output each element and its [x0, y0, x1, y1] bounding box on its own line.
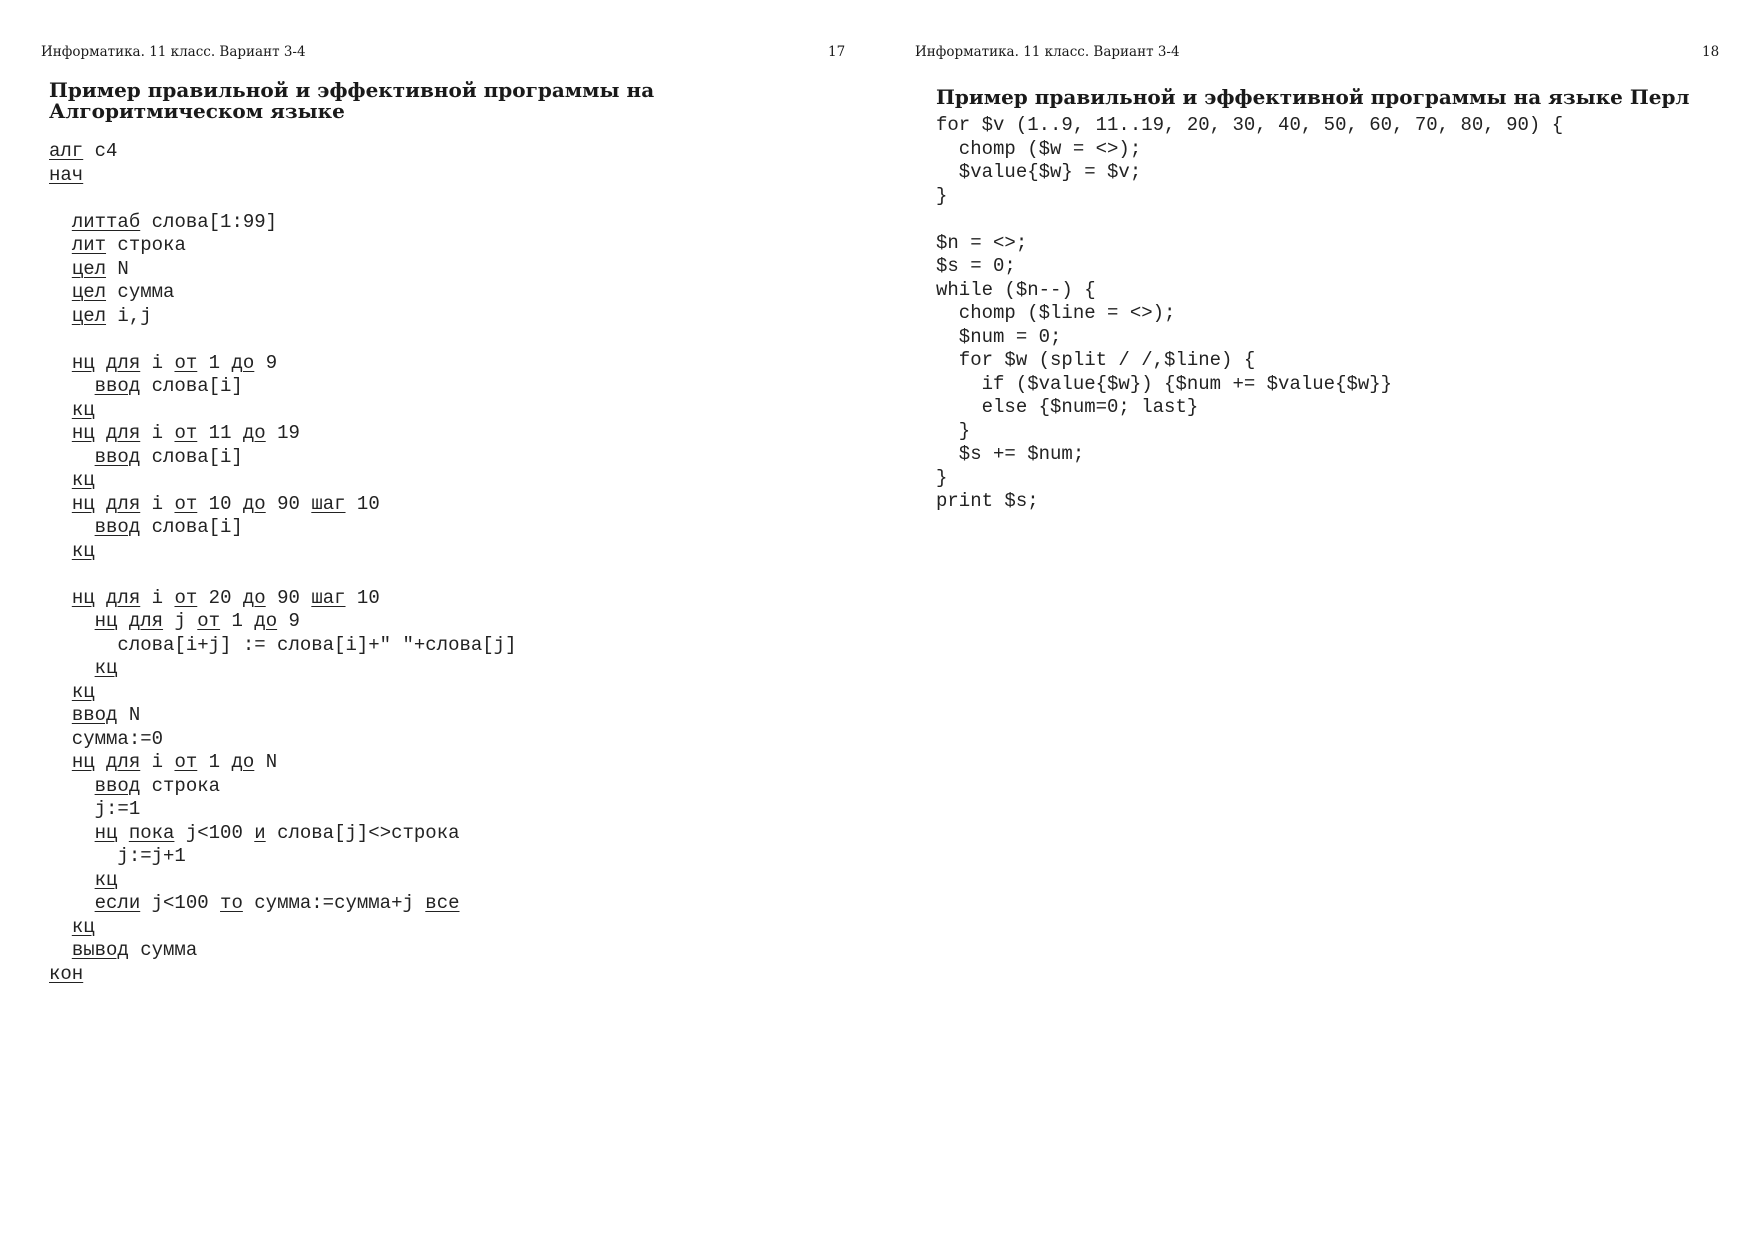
code-line — [49, 587, 516, 611]
code-keyword: ввод — [94, 375, 141, 397]
code-keyword: кц — [71, 539, 95, 562]
code-keyword: кц — [71, 680, 95, 703]
code-keyword: нц — [71, 351, 95, 374]
code-line — [49, 540, 516, 564]
code-line — [49, 869, 516, 893]
code-keyword: до — [242, 422, 266, 444]
code-line — [49, 751, 516, 775]
code-text — [49, 869, 95, 891]
code-keyword: кц — [94, 657, 118, 679]
code-line: $n = <>; — [936, 231, 1028, 254]
code-line — [49, 728, 516, 752]
code-text: 9 — [277, 610, 300, 632]
code-text: 1 — [197, 351, 232, 374]
code-text: i — [140, 586, 175, 609]
running-head: Информатика. 11 класс. Вариант 3-4 — [915, 44, 1180, 60]
code-keyword: то — [220, 892, 243, 914]
code-keyword: шаг — [311, 586, 346, 609]
code-line — [49, 845, 516, 869]
code-line — [49, 140, 516, 164]
code-line — [49, 516, 516, 540]
code-text — [49, 892, 95, 914]
code-line: $num = 0; — [936, 325, 1062, 348]
code-line: $s += $num; — [936, 443, 1085, 465]
code-block-perl — [936, 114, 1563, 514]
code-keyword: пока — [128, 821, 175, 844]
code-text — [49, 493, 72, 515]
code-text — [49, 352, 72, 374]
code-line — [49, 281, 516, 305]
code-line: } — [936, 466, 948, 489]
code-keyword: и — [254, 821, 266, 844]
code-text: N — [117, 704, 141, 726]
code-line — [49, 469, 516, 493]
code-line — [49, 775, 516, 799]
code-keyword: кц — [71, 469, 95, 491]
code-text: слова[i+j] := слова[i]+" "+слова[j] — [49, 633, 517, 656]
code-keyword: нц — [94, 610, 118, 632]
code-keyword: алг — [49, 140, 84, 162]
page-right — [877, 0, 1754, 1239]
code-keyword: для — [106, 422, 141, 444]
code-line — [49, 164, 516, 188]
code-keyword: ввод — [94, 445, 141, 468]
code-text: строка — [106, 234, 186, 256]
code-keyword: нц — [71, 751, 95, 773]
code-line — [49, 681, 516, 705]
code-keyword: до — [242, 586, 266, 609]
code-text: j<100 — [174, 821, 255, 844]
code-text — [117, 610, 128, 632]
code-text — [95, 422, 106, 444]
code-keyword: цел — [71, 281, 107, 303]
code-line — [49, 963, 516, 987]
code-line — [49, 822, 516, 846]
code-text — [49, 775, 95, 797]
code-line — [49, 211, 516, 235]
code-line — [49, 375, 516, 399]
code-line — [49, 352, 516, 376]
code-line: } — [936, 184, 948, 207]
code-text — [49, 399, 72, 421]
code-keyword: нач — [49, 163, 84, 186]
code-text — [49, 939, 72, 961]
code-keyword: нц — [71, 586, 95, 609]
code-line — [49, 234, 516, 258]
code-text: 90 — [265, 586, 312, 609]
code-text — [49, 704, 72, 726]
code-text — [49, 587, 72, 609]
code-keyword: до — [231, 751, 255, 773]
section-heading: Пример правильной и эффективной программы на Алгоритмическом языке — [49, 78, 655, 123]
code-text — [95, 751, 106, 773]
code-text: j<100 — [140, 892, 221, 914]
code-text: с4 — [83, 140, 118, 162]
code-text — [49, 916, 72, 938]
code-text: i — [140, 751, 175, 773]
code-text — [49, 540, 72, 562]
code-text: 20 — [197, 586, 243, 609]
code-text — [49, 375, 95, 397]
code-line — [49, 258, 516, 282]
code-keyword: литтаб — [71, 210, 141, 233]
code-keyword: лит — [71, 234, 107, 256]
code-keyword: от — [174, 422, 198, 444]
code-keyword: цел — [71, 304, 107, 327]
code-text — [95, 493, 106, 515]
code-line — [49, 446, 516, 470]
code-text — [49, 681, 72, 703]
code-line — [936, 208, 1563, 232]
code-line: while ($n--) { — [936, 278, 1096, 301]
code-text: слова[i] — [140, 375, 243, 397]
code-keyword: цел — [71, 257, 107, 280]
code-keyword: все — [425, 892, 460, 914]
code-text — [49, 422, 72, 444]
code-text: 10 — [345, 586, 380, 609]
code-text: 19 — [265, 422, 300, 444]
code-keyword: от — [174, 351, 198, 374]
code-keyword: до — [231, 351, 255, 374]
code-text — [49, 751, 72, 773]
code-line — [49, 328, 516, 352]
code-keyword: кц — [94, 868, 118, 891]
code-text — [49, 446, 95, 468]
code-text: i — [140, 492, 175, 515]
code-line: chomp ($w = <>); — [936, 137, 1142, 160]
code-text — [95, 587, 106, 609]
code-line — [49, 563, 516, 587]
code-keyword: для — [106, 586, 141, 609]
code-line: print $s; — [936, 490, 1039, 512]
code-keyword: ввод — [94, 516, 141, 538]
code-keyword: для — [128, 610, 164, 632]
code-text: 10 — [345, 492, 380, 515]
code-text: N — [254, 751, 278, 773]
code-text: слова[i] — [140, 445, 243, 468]
code-text: сумма — [106, 281, 175, 303]
code-line — [49, 798, 516, 822]
code-keyword: до — [242, 492, 266, 515]
code-line: if ($value{$w}) {$num += $value{$w}} — [936, 372, 1393, 395]
code-text: слова[i] — [140, 516, 243, 538]
code-text: 9 — [254, 351, 278, 374]
code-keyword: нц — [71, 492, 95, 515]
code-text: j — [163, 610, 198, 632]
code-text — [117, 822, 128, 844]
code-text: слова[j]<>строка — [265, 821, 460, 844]
code-keyword: для — [106, 751, 141, 773]
code-keyword: вывод — [71, 939, 129, 961]
code-text — [95, 352, 106, 374]
code-text: N — [106, 257, 129, 280]
code-text: сумма — [128, 939, 198, 961]
code-line — [49, 657, 516, 681]
code-line — [49, 939, 516, 963]
code-block-algorithmic — [49, 140, 516, 986]
running-head: Информатика. 11 класс. Вариант 3-4 — [41, 44, 306, 60]
code-text: 1 — [197, 751, 232, 773]
code-line: } — [936, 419, 971, 442]
code-text: i,j — [106, 304, 152, 327]
code-keyword: нц — [94, 821, 118, 844]
code-keyword: от — [197, 610, 221, 632]
code-keyword: кц — [71, 398, 95, 421]
code-keyword: для — [106, 492, 141, 515]
code-keyword: ввод — [94, 774, 141, 797]
code-line — [49, 892, 516, 916]
code-text: сумма:=сумма+j — [242, 892, 426, 914]
code-line: chomp ($line = <>); — [936, 302, 1176, 324]
code-line: for $v (1..9, 11..19, 20, 30, 40, 50, 60, 70, 80, 90) { — [936, 114, 1564, 136]
code-keyword: от — [174, 586, 198, 609]
code-keyword: шаг — [311, 492, 346, 515]
code-keyword: если — [94, 892, 141, 914]
code-text: j:=j+1 — [49, 845, 186, 867]
code-text: слова[1:99] — [140, 210, 278, 233]
code-line — [49, 704, 516, 728]
code-text — [49, 234, 72, 256]
code-line — [49, 305, 516, 329]
code-line — [49, 399, 516, 423]
code-text — [49, 281, 72, 303]
code-line — [49, 187, 516, 211]
code-text — [49, 305, 72, 327]
code-keyword: ввод — [71, 704, 118, 726]
code-text: i — [140, 422, 175, 444]
code-text: 10 — [197, 492, 243, 515]
code-text: сумма:=0 — [49, 727, 164, 750]
code-text — [49, 822, 95, 844]
code-line — [49, 634, 516, 658]
code-text: строка — [140, 774, 221, 797]
code-line: else {$num=0; last} — [936, 396, 1199, 418]
code-text — [49, 610, 95, 632]
code-text: 90 — [265, 492, 312, 515]
code-text — [49, 469, 72, 491]
code-line — [49, 422, 516, 446]
code-line — [49, 916, 516, 940]
code-keyword: до — [254, 610, 278, 632]
code-line: $value{$w} = $v; — [936, 161, 1142, 183]
section-heading: Пример правильной и эффективной программы на языке Перл — [936, 85, 1690, 109]
code-text: 11 — [197, 422, 243, 444]
code-keyword: кон — [49, 962, 84, 985]
code-text: 1 — [220, 610, 255, 632]
code-keyword: от — [174, 751, 198, 773]
code-keyword: для — [106, 351, 141, 374]
page-number: 17 — [828, 44, 846, 60]
code-text: i — [140, 351, 175, 374]
code-line — [49, 610, 516, 634]
code-text — [49, 657, 95, 679]
code-text — [49, 211, 72, 233]
code-keyword: от — [174, 492, 198, 515]
code-text — [49, 516, 95, 538]
code-line: $s = 0; — [936, 255, 1016, 277]
code-line — [49, 493, 516, 517]
code-text — [49, 258, 72, 280]
code-keyword: кц — [71, 915, 95, 938]
code-line: for $w (split / /,$line) { — [936, 349, 1256, 371]
code-text: j:=1 — [49, 798, 141, 820]
code-keyword: нц — [71, 422, 95, 444]
page-number: 18 — [1702, 44, 1720, 60]
